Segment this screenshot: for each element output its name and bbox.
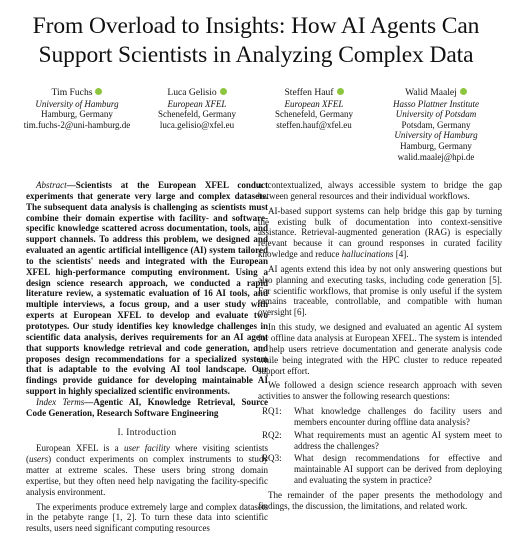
author-location: Hamburg, Germany [41,109,113,120]
author-location: Potsdam, Germany [401,119,471,130]
index-terms-dash: — [84,396,94,407]
author-email: tim.fuchs-2@uni-hamburg.de [23,119,131,130]
abstract [26,180,268,397]
author-name: Walid Maalej [405,87,457,98]
author-email: steffen.hauf@xfel.eu [276,119,352,130]
text-run: where visiting scientists ( [26,443,268,465]
title-line-2: Support Scientists in Analyzing Complex Data [38,42,474,68]
rq-label: RQ2: [262,429,282,440]
author-location: Schenefeld, Germany [158,109,236,120]
index-terms-text: Agentic AI, Knowledge Retrieval, Source Code Generation, Research Software Engineering [26,396,268,418]
right-paragraph-5: The remainder of the paper presents the methodology and findings, the discussion, the limitations, and related work. [258,489,502,511]
abstract-lead: Abstract [36,180,67,190]
right-paragraph-2: AI agents extend this idea by not only answering questions but also planning and executing tasks, including code generation [5]. For scientific workflows, that promise is only useful if the system remains traceable, controllable, and compatible with human oversight [6]. [258,263,502,318]
intro-paragraph-1 [26,443,268,497]
orcid-icon[interactable] [460,88,467,95]
author-affiliation-3: University of Hamburg [394,130,478,141]
author-3 [258,88,370,130]
index-terms [26,397,268,419]
author-name: Luca Gelisio [167,87,217,98]
text-run: [4]. [393,249,409,260]
text-run: AI-based support systems can help bridge this gap by turning the existing bulk of documentation into context-sensitive assistance. Retrieval-augmented generation (RAG) is especially relevant because it can ground responses in curated facility knowledge and reduce [258,205,502,260]
orcid-icon[interactable] [337,88,344,95]
right-paragraph-3: In this study, we designed and evaluated an agentic AI system for offline data analysis at European XFEL. The system is intended to help users retrieve documentation and generate analysis code while being integrated with the HPC cluster to reduce repeated support effort. [258,322,502,376]
intro-paragraph-2: The experiments produce extremely large and complex datasets in the petabyte range [1, 2]. To turn these data into scientific results, users need significant computing resources [26,501,268,534]
research-questions [258,406,502,486]
author-affiliation: European XFEL [167,98,227,109]
author-affiliation: Hasso Plattner Institute [393,98,479,109]
right-paragraph-4: We followed a design science research approach with seven activities to answer the following research questions: [258,380,502,402]
author-location: Schenefeld, Germany [275,109,353,120]
rq-label: RQ1: [262,406,282,417]
rq-text: What design recommendations for effective and maintainable AI support can be derived from deploying and evaluating the system in practice? [294,453,502,486]
text-run-italic: hallucinations [341,249,394,260]
right-column [258,180,502,516]
text-run-italic: user facility [123,443,170,454]
author-name: Tim Fuchs [51,87,93,98]
section-heading-introduction: I. Introduction [117,426,177,437]
author-email: luca.gelisio@xfel.eu [159,119,235,130]
right-paragraph-1 [258,206,502,260]
research-question-item [258,406,502,428]
author-affiliation: University of Hamburg [35,98,119,109]
author-block [0,88,512,174]
author-location-2: Hamburg, Germany [400,140,472,151]
author-email: walid.maalej@hpi.de [397,151,475,162]
left-column [26,180,268,538]
research-question-item [258,453,502,486]
title-line-1: From Overload to Insights: How AI Agents Can [32,13,480,39]
author-affiliation-2: University of Potsdam [395,109,477,120]
text-run: European XFEL is a [36,443,124,454]
abstract-text: Scientists at the European XFEL conduct experiments that generate very large and complex datasets. The subsequent data analysis is challenging as scientists must combine their domain expertise with facility- and software-specific knowledge scattered across documentation, tools, and support channels. To address this problem, we designed and evaluated an agentic artificial intelligence (AI) system tailored to the scientists' needs and integrated with the European XFEL high-performance computing environment. Using a design science research approach, we conducted a rapid literature review, a systematic evaluation of 16 AI tools, and multiple interviews, a focus group, and a user study with experts at European XFEL to develop and evaluate two prototypes. Our study identifies key knowledge challenges in scientific data analysis, derives requirements for an AI agent that supports knowledge retrieval and code generation, and proposes design recommendations for a specialized system that is adaptable to the evolving AI tool landscape. Our findings provide guidance for developing maintainable AI support in highly specialized scientific environments. [26,180,268,397]
orcid-icon[interactable] [220,88,227,95]
abstract-dash: — [66,180,76,190]
rq-text: What knowledge challenges do facility users and members encounter during offline data analysis? [294,406,502,427]
author-affiliation: European XFEL [284,98,344,109]
orcid-icon[interactable] [95,88,102,95]
author-4 [378,88,494,162]
text-run-italic: users [29,454,49,465]
author-1 [18,88,136,130]
rq-label: RQ3: [262,453,282,464]
right-paragraph-0: a contextualized, always accessible system to bridge the gap between general resources and their individual workflows. [258,180,502,201]
index-terms-lead: Index Terms [36,396,85,407]
author-name: Steffen Hauf [284,87,334,98]
author-2 [143,88,251,130]
paper-title [8,12,504,70]
rq-text: What requirements must an agentic AI system meet to address the challenges? [294,429,502,451]
research-question-item [258,430,502,452]
text-run: ) conduct experiments on complex instruments to study matter at extreme scales. These users bring strong domain expertise, but they often need help navigating the facility-specific analysis environment. [26,454,268,497]
